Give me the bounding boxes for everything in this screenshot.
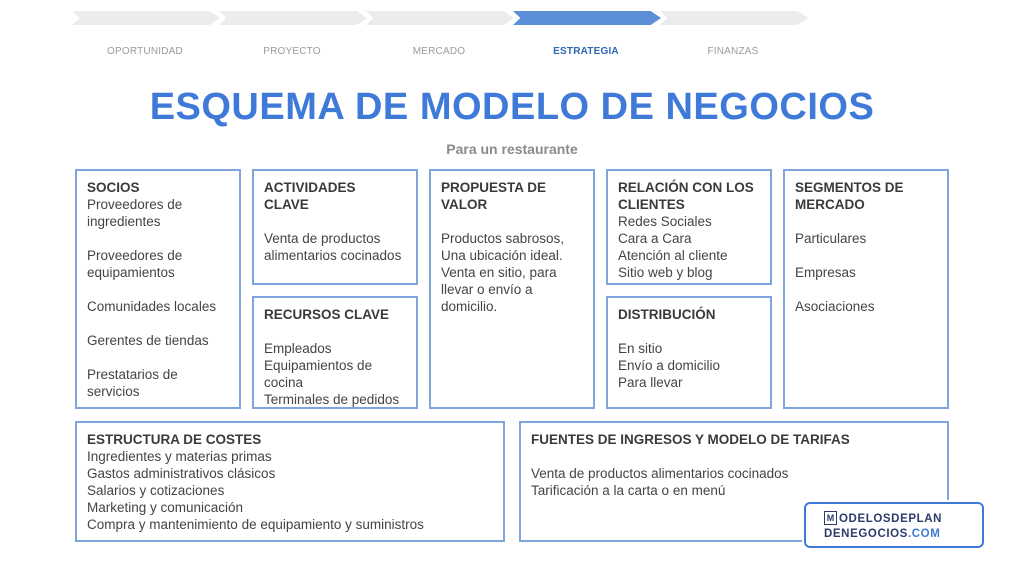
segmentos-box <box>783 169 949 409</box>
progress-steps <box>72 11 807 57</box>
socios-item: Comunidades locales <box>87 299 217 314</box>
step-oportunidad-label[interactable]: OPORTUNIDAD <box>107 46 183 57</box>
relacion-heading-line: RELACIÓN CON LOS <box>618 180 754 195</box>
costes-item: Ingredientes y materias primas <box>87 449 272 464</box>
actividades-heading-line: ACTIVIDADES <box>264 180 356 195</box>
propuesta-heading-line: PROPUESTA DE <box>441 180 547 195</box>
segmentos-heading-line: MERCADO <box>795 197 865 212</box>
step-oportunidad-arrow[interactable] <box>72 11 220 25</box>
socios-heading: SOCIOS <box>87 180 140 195</box>
relacion-box <box>606 169 772 285</box>
propuesta-heading-line: VALOR <box>441 197 488 212</box>
socios-item: ingredientes <box>87 214 161 229</box>
recursos-item: cocina <box>264 375 304 390</box>
logo-line-2 <box>824 527 982 542</box>
logo-text-1: ODELOSDEPLAN <box>839 513 943 525</box>
distribucion-item: Envío a domicilio <box>618 358 721 373</box>
relacion-heading-line: CLIENTES <box>618 197 685 212</box>
socios-item: Proveedores de <box>87 197 183 212</box>
page-title: ESQUEMA DE MODELO DE NEGOCIOS <box>149 86 875 128</box>
costes-box <box>75 421 505 542</box>
step-proyecto-label[interactable]: PROYECTO <box>263 46 321 57</box>
recursos-item: Terminales de pedidos <box>264 392 400 407</box>
costes-item: Compra y mantenimiento de equipamiento y suministros <box>87 517 424 532</box>
propuesta-box <box>429 169 595 409</box>
step-mercado-arrow[interactable] <box>366 11 514 25</box>
segmentos-item: Asociaciones <box>795 299 875 314</box>
socios-item: servicios <box>87 384 140 399</box>
relacion-item: Sitio web y blog <box>618 265 713 280</box>
costes-heading: ESTRUCTURA DE COSTES <box>87 432 262 447</box>
socios-item: Gerentes de tiendas <box>87 333 209 348</box>
propuesta-item: Productos sabrosos, <box>441 231 565 246</box>
actividades-heading-line: CLAVE <box>264 197 309 212</box>
segmentos-item: Empresas <box>795 265 856 280</box>
page-subtitle: Para un restaurante <box>446 141 578 157</box>
step-estrategia-arrow[interactable] <box>513 11 661 25</box>
propuesta-item: Venta en sitio, para <box>441 265 557 280</box>
socios-box <box>75 169 241 409</box>
logo-text-com: .COM <box>907 528 941 540</box>
actividades-item: Venta de productos <box>264 231 381 246</box>
costes-item: Gastos administrativos clásicos <box>87 466 276 481</box>
logo-badge: M <box>824 511 837 525</box>
step-finanzas-label[interactable]: FINANZAS <box>707 46 759 57</box>
logo-line-1 <box>824 511 982 527</box>
costes-item: Salarios y cotizaciones <box>87 483 225 498</box>
costes-item: Marketing y comunicación <box>87 500 244 515</box>
socios-item: equipamientos <box>87 265 175 280</box>
brand-logo[interactable] <box>804 502 984 548</box>
segmentos-item: Particulares <box>795 231 867 246</box>
logo-text-2: DENEGOCIOS <box>824 528 908 540</box>
step-mercado-label[interactable]: MERCADO <box>412 46 466 57</box>
step-finanzas-arrow[interactable] <box>660 11 808 25</box>
propuesta-item: Una ubicación ideal. <box>441 248 563 263</box>
actividades-box <box>252 169 418 285</box>
propuesta-item: llevar o envío a <box>441 282 533 297</box>
relacion-item: Redes Sociales <box>618 214 712 229</box>
ingresos-item: Tarificación a la carta o en menú <box>531 483 726 498</box>
distribucion-item: En sitio <box>618 341 663 356</box>
recursos-box <box>252 296 418 409</box>
recursos-item: Empleados <box>264 341 332 356</box>
segmentos-heading-line: SEGMENTOS DE <box>795 180 904 195</box>
step-estrategia-label[interactable]: ESTRATEGIA <box>553 46 619 57</box>
distribucion-box <box>606 296 772 409</box>
actividades-item: alimentarios cocinados <box>264 248 402 263</box>
relacion-item: Atención al cliente <box>618 248 728 263</box>
distribucion-heading: DISTRIBUCIÓN <box>618 307 716 322</box>
propuesta-item: domicilio. <box>441 299 498 314</box>
recursos-item: Equipamientos de <box>264 358 373 373</box>
distribucion-item: Para llevar <box>618 375 683 390</box>
socios-item: Prestatarios de <box>87 367 178 382</box>
ingresos-item: Venta de productos alimentarios cocinados <box>531 466 789 481</box>
step-proyecto-arrow[interactable] <box>219 11 367 25</box>
ingresos-heading: FUENTES DE INGRESOS Y MODELO DE TARIFAS <box>531 432 850 447</box>
relacion-item: Cara a Cara <box>618 231 692 246</box>
socios-item: Proveedores de <box>87 248 183 263</box>
recursos-heading: RECURSOS CLAVE <box>264 307 390 322</box>
